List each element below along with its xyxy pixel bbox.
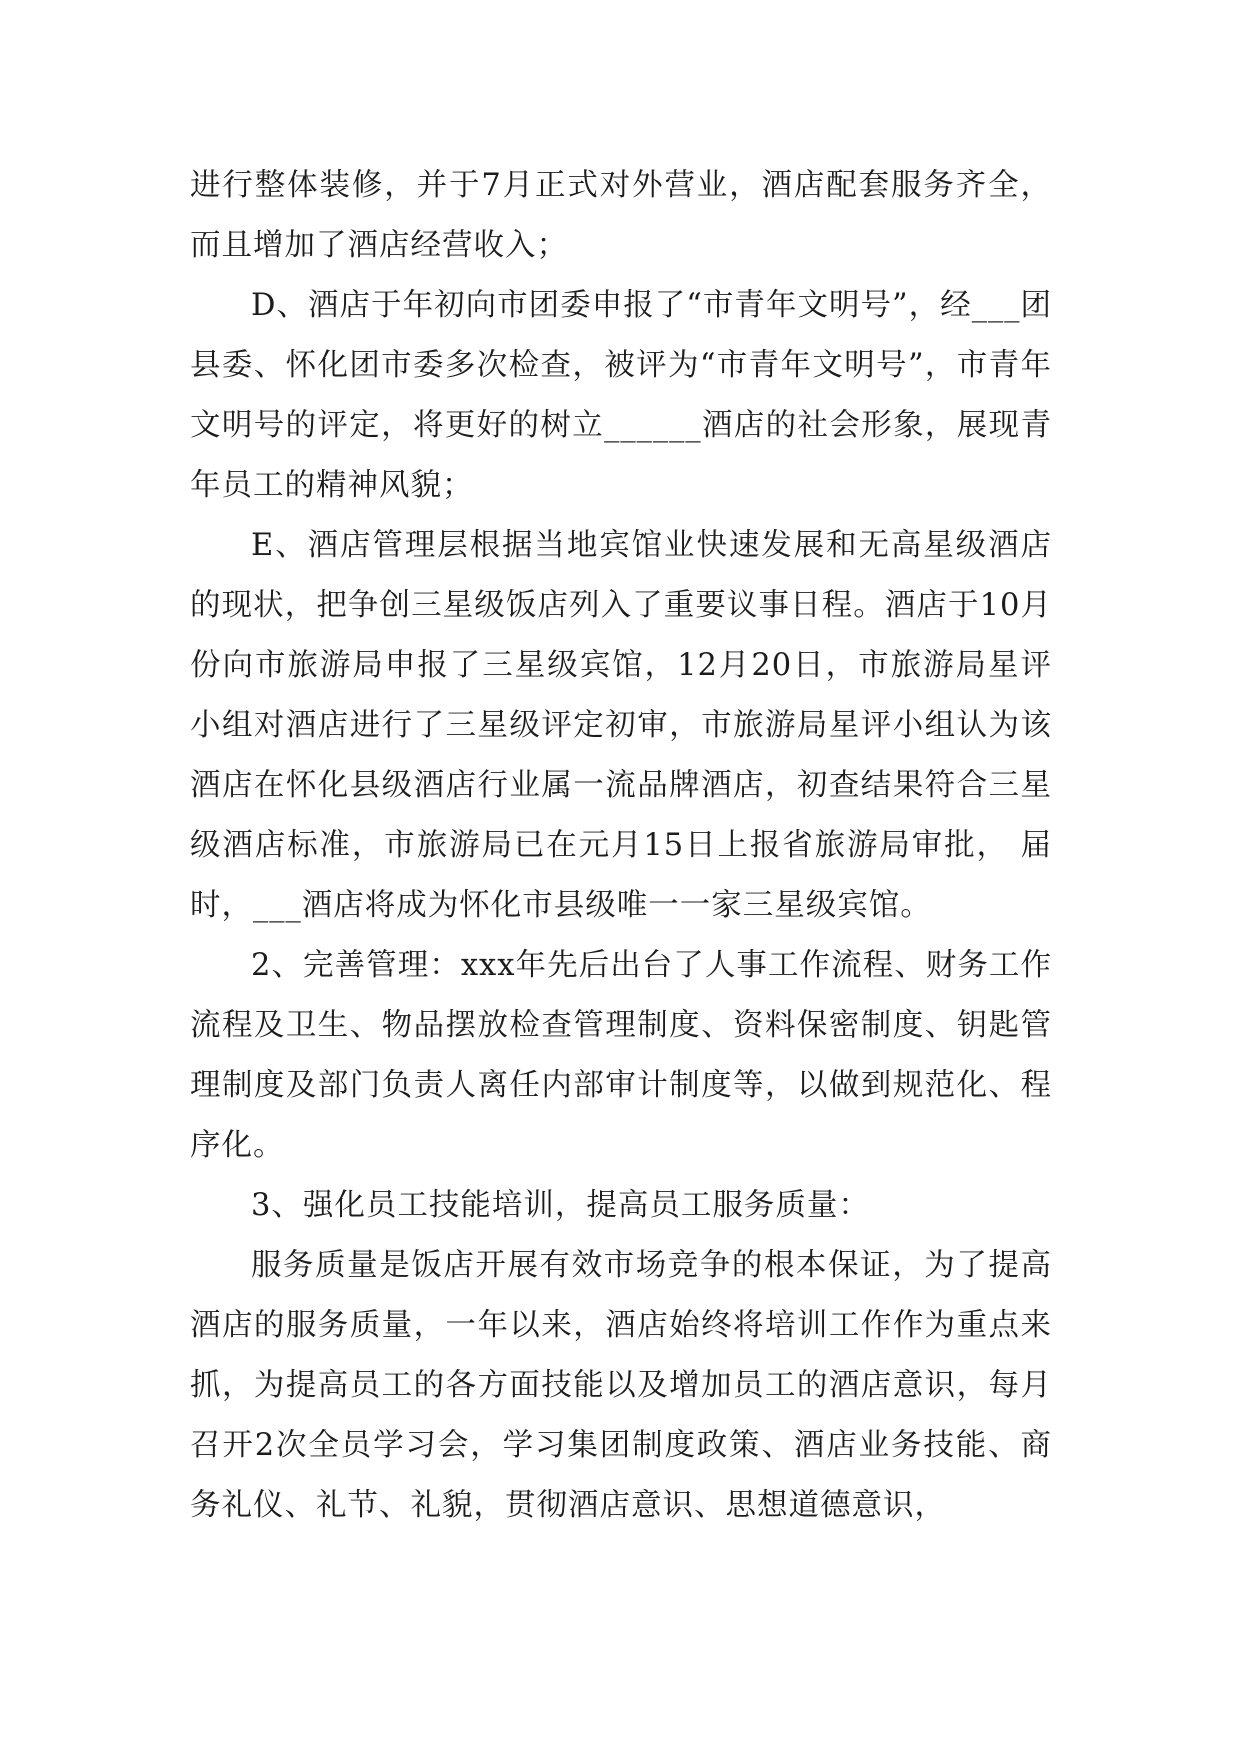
paragraph-section-3-heading: 3、强化员工技能培训，提高员工服务质量： <box>251 1188 870 1223</box>
paragraph-item-d: D、酒店于年初向市团委申报了“市青年文明号”，经___团县委、怀化团市委多次检查，被评为“市青年文明号”，市青年文明号的评定，将更好的树立______酒店的社会形象，展现青年员工的精神风貌； <box>190 288 1052 503</box>
document-body <box>190 156 1052 1536</box>
paragraph-section-2: 2、完善管理：xxx年先后出台了人事工作流程、财务工作流程及卫生、物品摆放检查管理制度、资料保密制度、钥匙管理制度及部门负责人离任内部审计制度等，以做到规范化、程序化。 <box>190 948 1052 1163</box>
paragraph-continuation: 进行整体装修，并于7月正式对外营业，酒店配套服务齐全，而且增加了酒店经营收入； <box>190 168 1052 263</box>
paragraph-item-e: E、酒店管理层根据当地宾馆业快速发展和无高星级酒店的现状，把争创三星级饭店列入了重要议事日程。酒店于10月份向市旅游局申报了三星级宾馆，12月20日，市旅游局星评小组对酒店进行了三星级评定初审，市旅游局星评小组认为该酒店在怀化县级酒店行业属一流品牌酒店，初查结果符合三星级酒店标准，市旅游局已在元月15日上报省旅游局审批， 届时，___酒店将成为怀化市县级唯一一家三星级宾馆。 <box>190 528 1052 923</box>
paragraph-service-quality: 服务质量是饭店开展有效市场竞争的根本保证，为了提高酒店的服务质量，一年以来，酒店始终将培训工作作为重点来抓，为提高员工的各方面技能以及增加员工的酒店意识，每月召开2次全员学习会，学习集团制度政策、酒店业务技能、商务礼仪、礼节、礼貌，贯彻酒店意识、思想道德意识， <box>190 1248 1052 1523</box>
